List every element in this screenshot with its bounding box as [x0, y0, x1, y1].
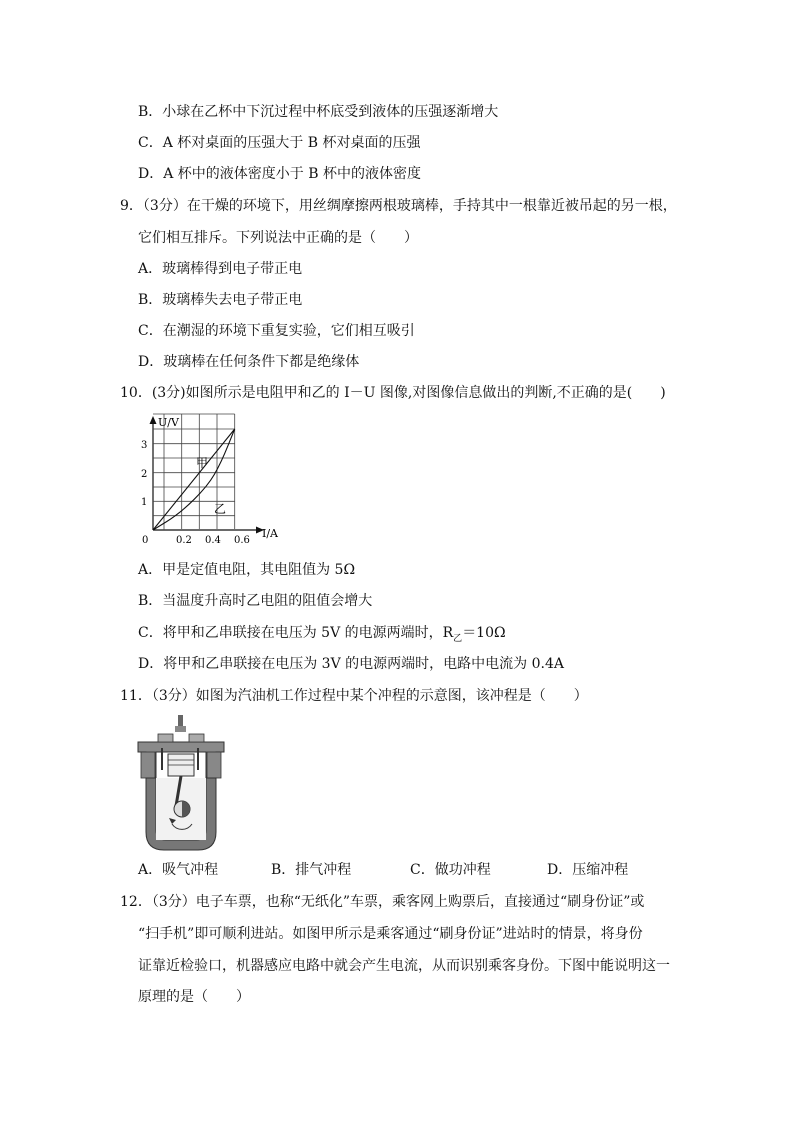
label-yi: 乙	[214, 502, 227, 516]
y-axis-label: U/V	[158, 416, 179, 429]
y-tick-1: 1	[141, 497, 148, 508]
x-tick-0.4: 0.4	[205, 535, 221, 546]
q11-stem: 11．（3分）如图为汽油机工作过程中某个冲程的示意图，该冲程是（ ）	[120, 688, 588, 704]
r-subscript: 乙	[453, 633, 463, 644]
y-tick-3: 3	[141, 440, 148, 451]
q10-option-a: A．甲是定值电阻，其电阻值为 5Ω	[138, 562, 356, 578]
q9-option-c: C．在潮湿的环境下重复实验，它们相互吸引	[138, 323, 415, 339]
y-axis-arrow-icon	[150, 416, 157, 424]
q11-option-c: C．做功冲程	[410, 862, 491, 878]
q12-line-2: “扫手机”即可顺利进站。如图甲所示是乘客通过“刷身份证”进站时的情景，将身份	[138, 926, 643, 942]
label-jia: 甲	[196, 456, 209, 470]
x-tick-0.2: 0.2	[176, 535, 192, 546]
origin-label: 0	[142, 535, 149, 546]
q8-option-b: B．小球在乙杯中下沉过程中杯底受到液体的压强逐渐增大	[138, 104, 499, 120]
q10-option-d: D．将甲和乙串联接在电压为 3V 的电源两端时，电路中电流为 0.4A	[138, 656, 564, 672]
q10-option-c-text: C．将甲和乙串联接在电压为 5V 的电源两端时，R	[138, 625, 454, 641]
q10-stem: 10．(3分)如图所示是电阻甲和乙的 I－U 图像,对图像信息做出的判断,不正确的是( )	[120, 385, 666, 401]
q10-option-c	[138, 624, 506, 648]
q9-option-d: D．玻璃棒在任何条件下都是绝缘体	[138, 354, 360, 370]
engine-diagram	[136, 712, 226, 854]
y-tick-2: 2	[141, 469, 148, 480]
q9-option-a: A．玻璃棒得到电子带正电	[138, 261, 303, 277]
q12-line-1: 12．（3分）电子车票，也称“无纸化”车票，乘客网上购票后，直接通过“刷身份证”或	[120, 894, 645, 910]
q12-line-3: 证靠近检验口，机器感应电路中就会产生电流，从而识别乘客身份。下图中能说明这一	[138, 958, 670, 974]
q10-option-b: B．当温度升高时乙电阻的阻值会增大	[138, 593, 373, 609]
q9-stem-line-1: 9．（3分）在干燥的环境下，用丝绸摩擦两根玻璃棒，手持其中一根靠近被吊起的另一根，	[120, 198, 677, 214]
q9-stem-line-2: 它们相互排斥。下列说法中正确的是（ ）	[138, 230, 418, 246]
q8-option-d: D．A 杯中的液体密度小于 B 杯中的液体密度	[138, 166, 421, 182]
q11-option-a: A．吸气冲程	[138, 862, 219, 878]
q11-option-d: D．压缩冲程	[547, 862, 629, 878]
q12-line-4: 原理的是（ ）	[138, 989, 250, 1005]
x-axis-label: I/A	[262, 527, 278, 540]
q10-option-c-value: ＝10Ω	[462, 625, 506, 641]
q9-option-b: B．玻璃棒失去电子带正电	[138, 292, 303, 308]
q11-option-b: B．排气冲程	[271, 862, 352, 878]
iu-graph	[128, 412, 288, 547]
x-tick-0.6: 0.6	[234, 535, 250, 546]
q8-option-c: C．A 杯对桌面的压强大于 B 杯对桌面的压强	[138, 135, 421, 151]
